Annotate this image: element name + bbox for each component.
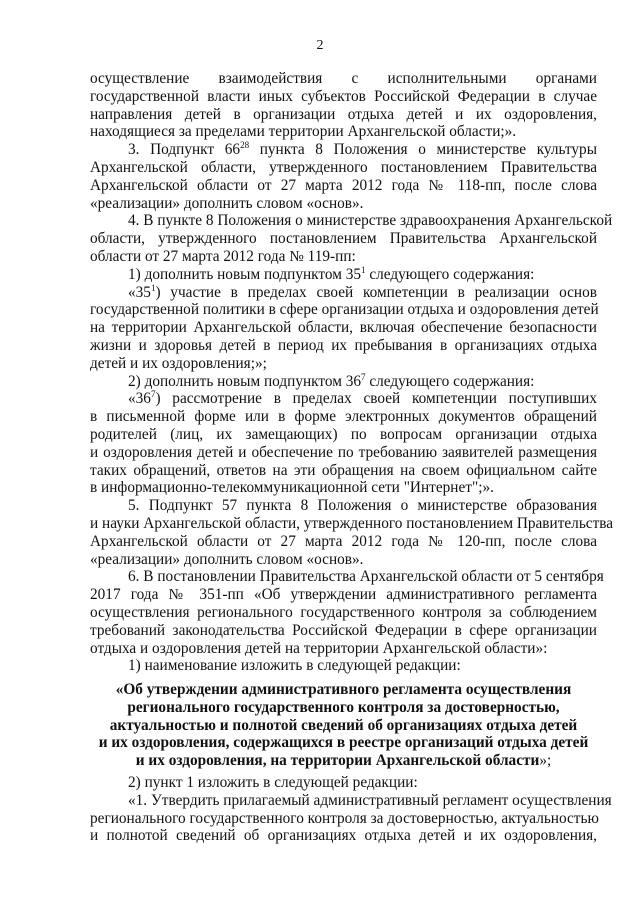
quoted-title xyxy=(90,681,597,770)
text-line: Архангельской области, утвержденного постановлением Правительства xyxy=(90,158,597,176)
text-line: регионального государственного контроля за достоверностью, актуальностью xyxy=(90,809,599,827)
text-line: 1) дополнить новым подпунктом $35^1$ следующего содержания: xyxy=(128,264,535,283)
text-line: 2017 года № 351-пп «Об утверждении административного регламента xyxy=(90,586,597,604)
text-line: 4. В пункте 8 Положения о министерстве здравоохранения Архангельской xyxy=(128,212,613,230)
text-line: «реализации» дополнить словом «основ». xyxy=(90,550,364,568)
text-line: на территории Архангельской области, включая обеспечение безопасности xyxy=(90,319,597,337)
heading-line: регионального государственного контроля за достоверностью, xyxy=(127,698,560,716)
text-line: области, утвержденного постановлением Правительства Архангельской xyxy=(90,230,597,248)
text-line: направления детей в организации отдыха детей и их оздоровления, xyxy=(90,105,597,123)
document-body xyxy=(90,70,614,845)
text-line: осуществление взаимодействия с исполнительными органами xyxy=(90,70,597,87)
text-line: Архангельской области от 27 марта 2012 года № 120-пп, после слова xyxy=(90,532,597,550)
text-line: 5. Подпункт 57 пункта 8 Положения о министерстве образования xyxy=(128,497,597,515)
text-line: 2) дополнить новым подпунктом $36^7$ следующего содержания: xyxy=(128,371,535,390)
superscript: 7 xyxy=(150,389,156,400)
text-line: государственной политики в сфере организации отдыха и оздоровления детей xyxy=(90,301,599,319)
text-line: родителей (лиц, их замещающих) по вопросам организации отдыха xyxy=(90,425,597,443)
text-line: и полнотой сведений об организациях отдыха детей и их оздоровления, xyxy=(90,827,597,845)
superscript: 1 xyxy=(361,264,366,275)
text-line: требований законодательства Российской Федерации в сфере организации xyxy=(90,621,597,639)
text-line: области от 27 марта 2012 года № 119-пп: xyxy=(90,247,356,265)
text-line: «$35^1$) участие в пределах своей компетенции в реализации основ xyxy=(128,282,597,301)
text-line: находящиеся за пределами территории Архангельской области;». xyxy=(90,123,517,141)
text-line: 2) пункт 1 изложить в следующей редакции: xyxy=(128,774,418,792)
superscript: 28 xyxy=(240,140,250,151)
text-line: 3. Подпункт $66^{28}$ пункта 8 Положения о министерстве культуры xyxy=(128,140,597,159)
text-line: «1. Утвердить прилагаемый административный регламент осуществления xyxy=(128,791,612,809)
heading-line: и их оздоровления, содержащихся в реестре организаций отдыха детей xyxy=(98,734,589,752)
paragraphs-after-heading xyxy=(90,774,612,845)
text-line: и науки Архангельской области, утвержденного постановлением Правительства xyxy=(90,514,614,532)
heading-line: «Об утверждении административного регламента осуществления xyxy=(115,681,572,699)
text-line: в письменной форме или в форме электронных документов обращений xyxy=(90,408,597,426)
text-line: «реализации» дополнить словом «основ». xyxy=(90,194,364,212)
text-line: таких обращений, ответов на эти обращения на своем официальном сайте xyxy=(90,461,597,479)
text-line: и оздоровления детей и обеспечение по требованию заявителей размещения xyxy=(90,443,597,461)
heading-line: и их оздоровления, на территории Архангельской области»; xyxy=(135,752,552,770)
text-line: в информационно-телекоммуникационной сети "Интернет";». xyxy=(90,479,494,497)
text-line: 1) наименование изложить в следующей редакции: xyxy=(128,657,461,675)
text-line: осуществления регионального государственного контроля за соблюдением xyxy=(90,603,597,621)
text-line: отдыха и оздоровления детей на территории Архангельской области»: xyxy=(90,639,548,657)
superscript: 7 xyxy=(361,371,366,382)
text-line: детей и их оздоровления;»; xyxy=(90,354,267,372)
heading-line: актуальностью и полнотой сведений об организациях отдыха детей xyxy=(109,716,578,734)
page-number: 2 xyxy=(316,38,324,53)
text-line: «$36^7$) рассмотрение в пределах своей компетенции поступивших xyxy=(128,389,597,408)
text-line: жизни и здоровья детей в период их пребывания в организациях отдыха xyxy=(90,336,597,354)
text-line: 6. В постановлении Правительства Архангельской области от 5 сентября xyxy=(128,568,604,586)
superscript: 1 xyxy=(150,282,156,293)
paragraphs-before-heading xyxy=(90,70,614,675)
text-line: государственной власти иных субъектов Российской Федерации в случае xyxy=(90,87,597,105)
text-line: Архангельской области от 27 марта 2012 года № 118-пп, после слова xyxy=(90,176,597,194)
